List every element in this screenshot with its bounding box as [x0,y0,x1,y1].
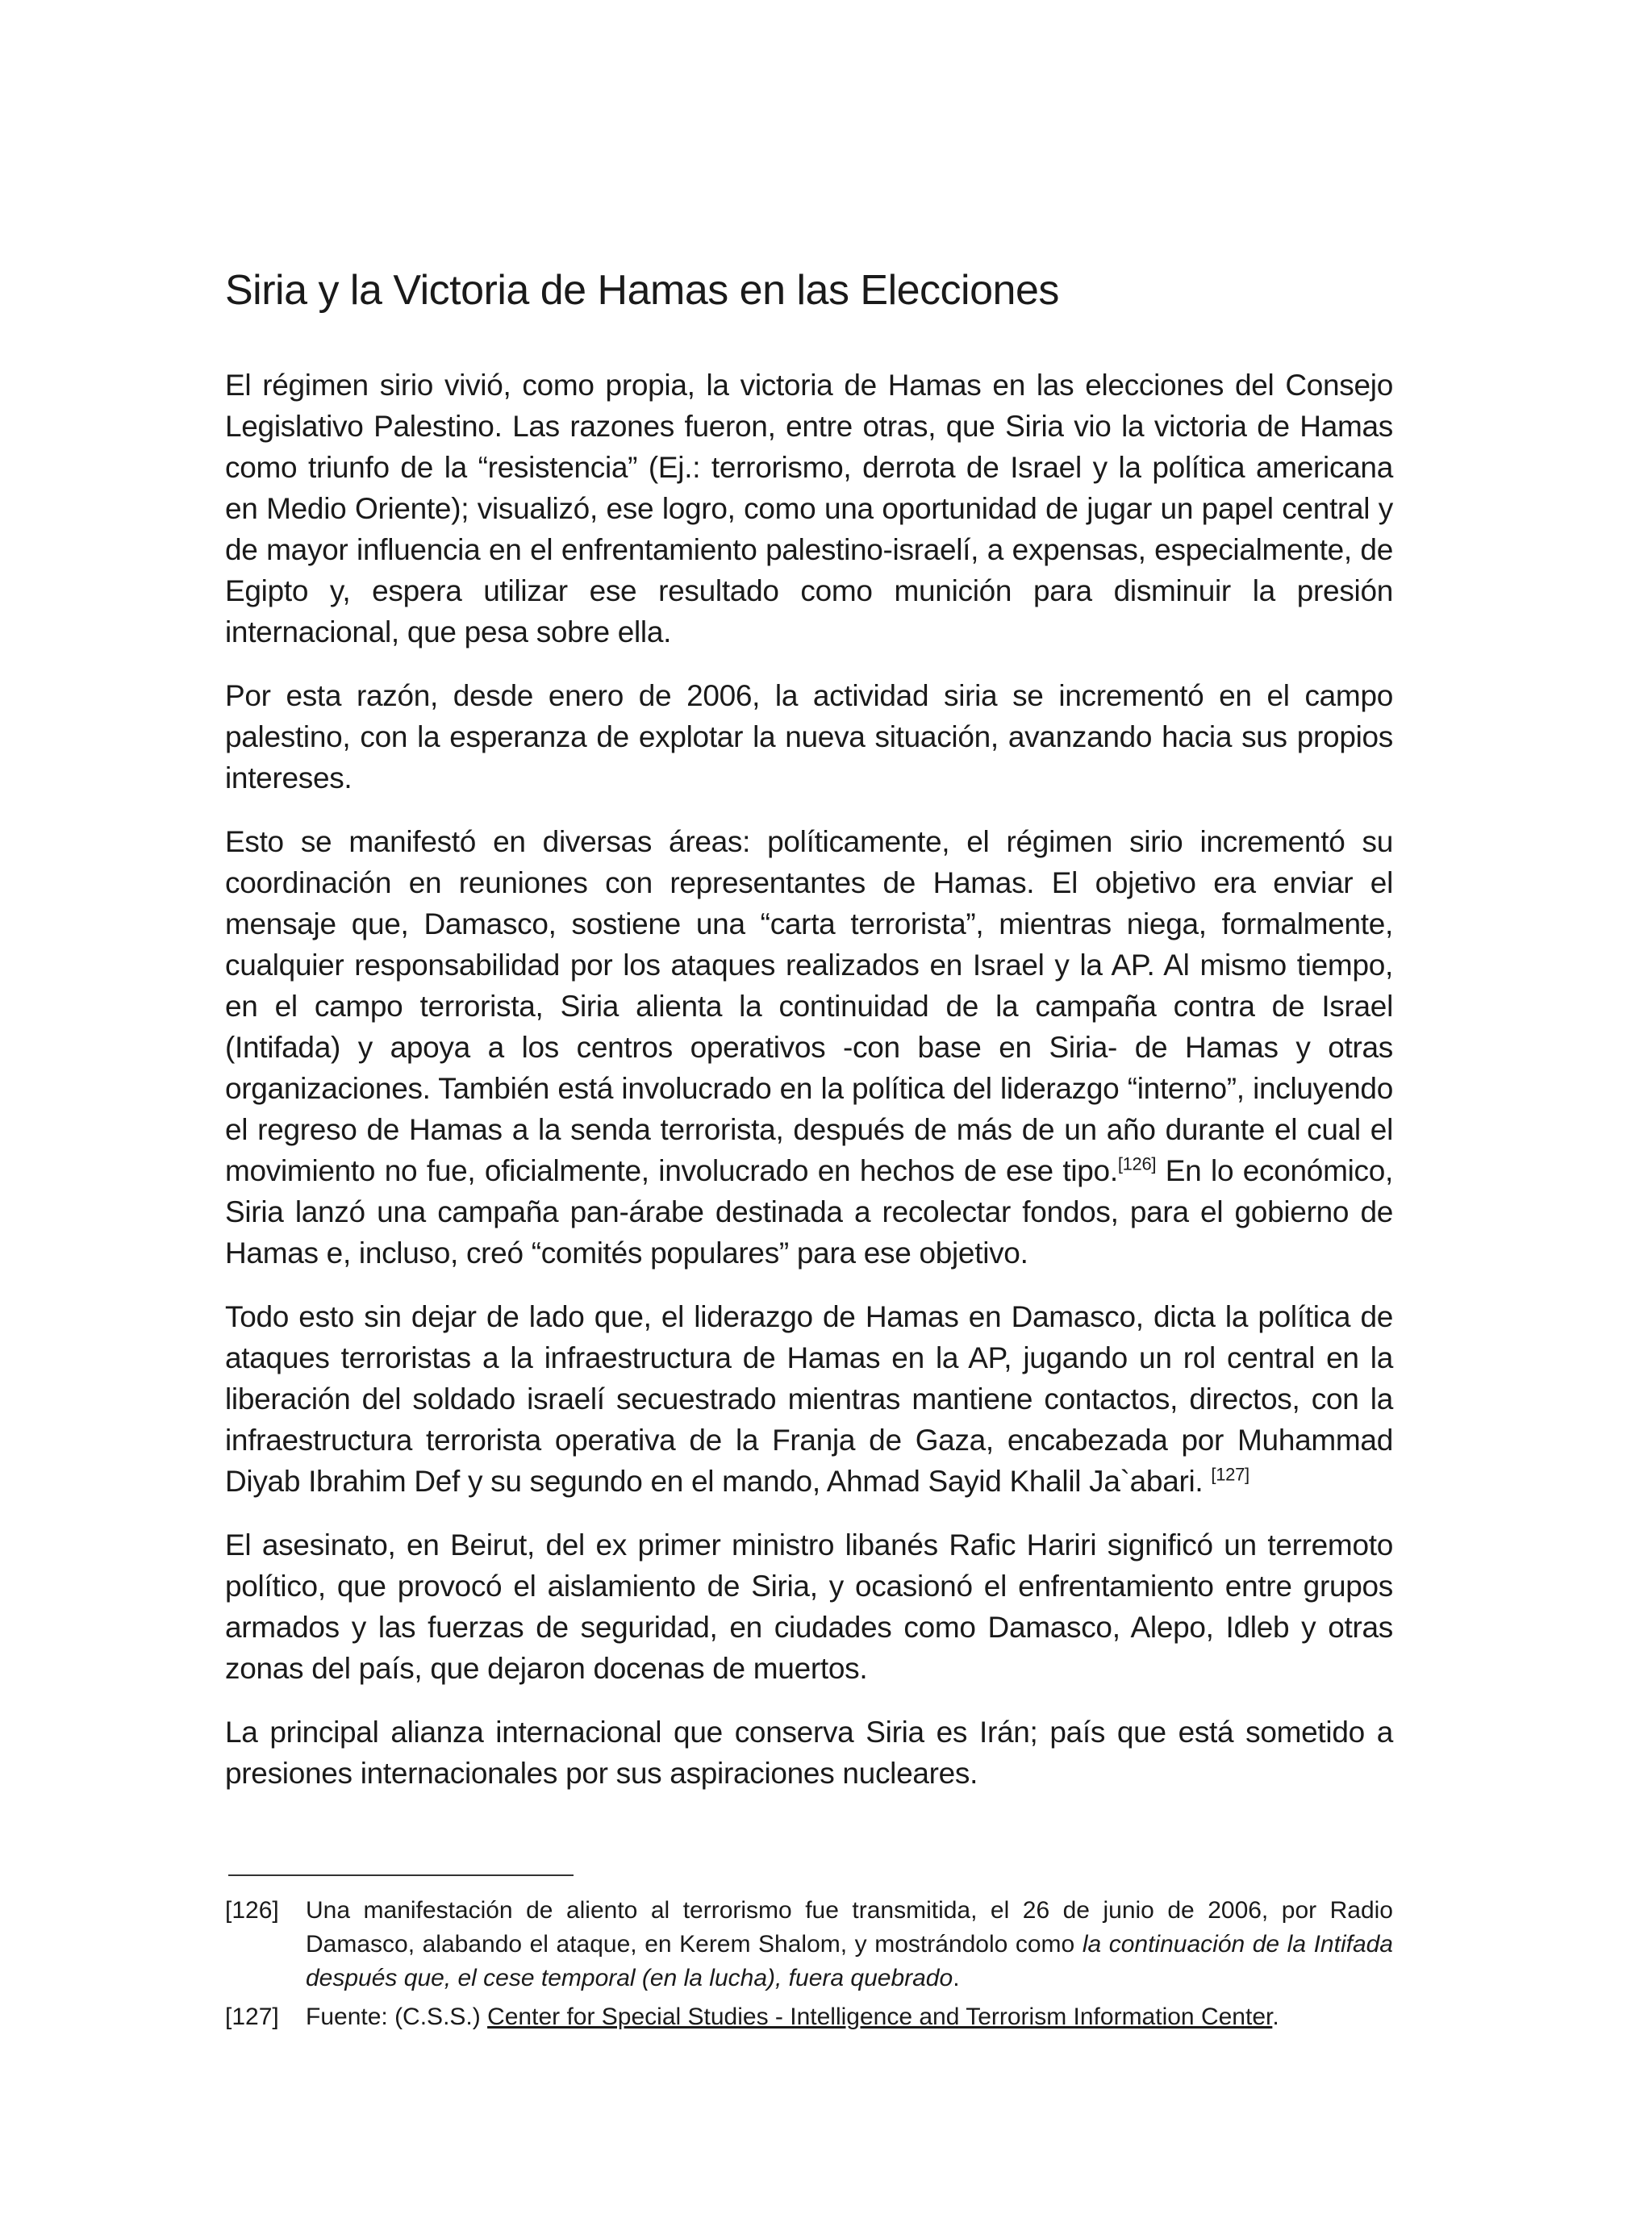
paragraph-4 [225,1296,1393,1502]
footnote-126 [225,1894,1393,1995]
body-text [225,365,1393,1816]
paragraph-text: En lo económico, Siria lanzó una campaña pan-árabe destinada a recolectar fondos, para el gobierno de Hamas e, incluso, creó “comités populares” para ese objetivo. [225,1154,1393,1270]
footnote-end: . [1272,2004,1279,2030]
paragraph-text: Esto se manifestó en diversas áreas: políticamente, el régimen sirio incrementó su coordinación en reuniones con representantes de Hamas. El objetivo era enviar el mensaje que, Damasco, sostiene una “carta terrorista”, mientras niega, formalmente, cualquier responsabilidad por los ataques realizados en Israel y la AP. Al mismo tiempo, en el campo terrorista, Siria alienta la continuidad de la campaña contra de Israel (Intifada) y apoya a los centros operativos -con base en Siria- de Hamas y otras organizaciones. También está involucrado en la política del liderazgo “interno”, incluyendo el regreso de Hamas a la senda terrorista, después de más de un año durante el cual el movimiento no fue, oficialmente, involucrado en hechos de ese tipo. [225,825,1393,1187]
footnote-italic-text: la continuación de la Intifada después que, el cese temporal (en la lucha), fuera quebrado [306,1931,1393,1991]
source-link[interactable]: Center for Special Studies - Intelligence and Terrorism Information Center [487,2004,1273,2030]
paragraph-text: El régimen sirio vivió, como propia, la victoria de Hamas en las elecciones del Consejo Legislativo Palestino. Las razones fueron, entre otras, que Siria vio la victoria de Hamas como triunfo de la “resistencia” (Ej.: terrorismo, derrota de Israel y la política americana en Medio Oriente); visualizó, ese logro, como una oportunidad de jugar un papel central y de mayor influencia en el enfrentamiento palestino-israelí, a expensas, especialmente, de Egipto y, espera utilizar ese resultado como munición para disminuir la presión internacional, que pesa sobre ella. [225,369,1393,648]
footnote-reference[interactable]: [127] [1211,1464,1249,1485]
footnote-127 [225,2000,1393,2034]
footnote-text: Una manifestación de aliento al terrorismo fue transmitida, el 26 de junio de 2006, por Radio Damasco, alabando el ataque, en Kerem Shalom, y mostrándolo como [306,1897,1393,1958]
page-title: Siria y la Victoria de Hamas en las Elecciones [225,267,1059,314]
footnote-end: . [953,1965,960,1991]
paragraph-2 [225,675,1393,799]
footnote-body [306,1894,1393,1995]
footnote-reference[interactable]: [126] [1117,1153,1157,1174]
footnote-number: [127] [225,2004,279,2030]
paragraph-text: La principal alianza internacional que conserva Siria es Irán; país que está sometido a presiones internacionales por sus aspiraciones nucleares. [225,1716,1393,1790]
paragraph-text: Por esta razón, desde enero de 2006, la actividad siria se incrementó en el campo palestino, con la esperanza de explotar la nueva situación, avanzando hacia sus propios intereses. [225,679,1393,794]
paragraph-text: Todo esto sin dejar de lado que, el liderazgo de Hamas en Damasco, dicta la política de ataques terroristas a la infraestructura de Hamas en la AP, jugando un rol central en la liberación del soldado israelí secuestrado mientras mantiene contactos, directos, con la infraestructura terrorista operativa de la Franja de Gaza, encabezada por Muhammad Diyab Ibrahim Def y su segundo en el mando, Ahmad Sayid Khalil Ja`abari. [225,1300,1393,1498]
paragraph-1 [225,365,1393,653]
paragraph-6 [225,1712,1393,1794]
paragraph-text: El asesinato, en Beirut, del ex primer ministro libanés Rafic Hariri significó un terremoto político, que provocó el aislamiento de Siria, y ocasionó el enfrentamiento entre grupos armados y las fuerzas de seguridad, en ciudades como Damasco, Alepo, Idleb y otras zonas del país, que dejaron docenas de muertos. [225,1528,1393,1685]
footnote-divider [228,1874,574,1876]
footnote-number: [126] [225,1897,279,1924]
paragraph-5 [225,1524,1393,1689]
paragraph-3 [225,821,1393,1274]
footnote-body [306,2000,1393,2034]
footnote-text: Fuente: (C.S.S.) [306,2004,488,2030]
footnotes [225,1894,1393,2039]
